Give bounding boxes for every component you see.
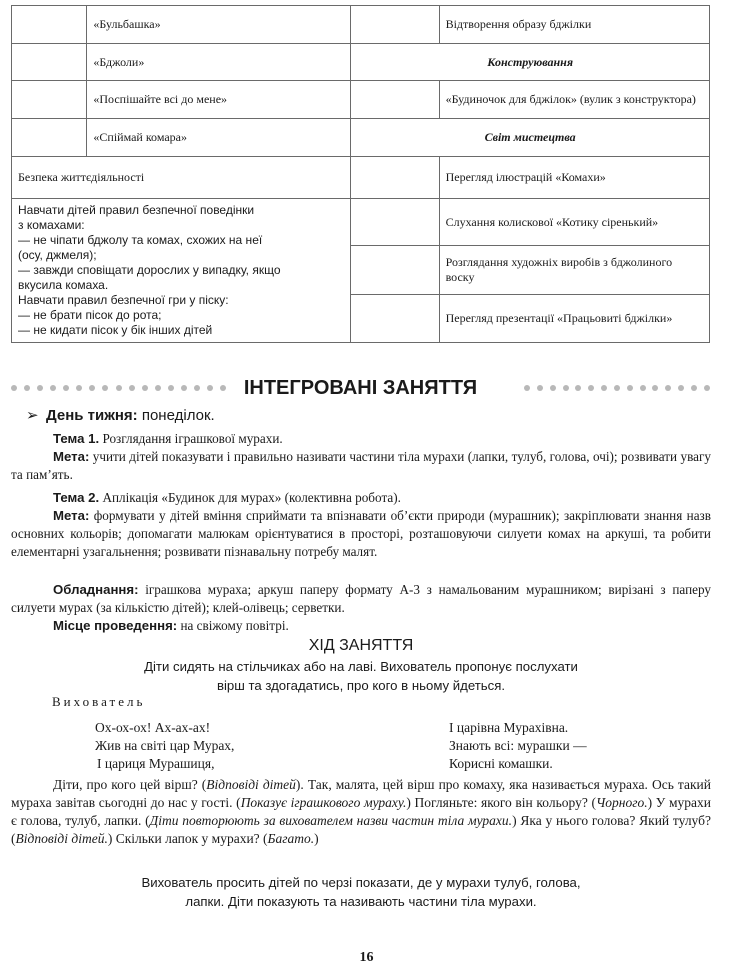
dialogue-note: Чорного.: [595, 795, 648, 810]
speaker-label: Вихователь: [52, 694, 146, 709]
poem-left: [95, 719, 234, 773]
game-cell: «Бульбашка»: [87, 6, 351, 44]
dialogue-note: Багато.: [267, 831, 315, 846]
safety-line: вкусила комаха.: [18, 278, 109, 292]
dialogue-note: Відповіді дітей.: [15, 831, 108, 846]
safety-line: — не кидати пісок у бік інших дітей: [18, 323, 213, 337]
section-title: ІНТЕГРОВАНІ ЗАНЯТТЯ: [243, 377, 478, 399]
place-text: на свіжому повітрі.: [180, 618, 289, 633]
game-cell: «Спіймай комара»: [87, 119, 351, 157]
topic-1: [11, 430, 711, 448]
poem-line: Ох-ох-ох! Ах-ах-ах!: [95, 720, 211, 735]
table-row: [12, 44, 710, 81]
table-row: [12, 199, 710, 246]
page-number: 16: [359, 950, 374, 965]
table-cell: [351, 199, 439, 246]
table-cell: [12, 6, 87, 44]
art-item-cell: Перегляд презентації «Працьовиті бджілки»: [439, 294, 709, 342]
activities-table: [11, 5, 710, 343]
activity-cell: Перегляд ілюстрацій «Комахи»: [439, 157, 709, 199]
table-cell: [12, 119, 87, 157]
dialogue-note: Відповіді дітей: [206, 777, 296, 792]
place: [11, 617, 711, 635]
safety-line: — завжди сповіщати дорослих у випадку, якщо: [18, 263, 281, 277]
table-cell: [12, 81, 87, 119]
arrow-bullet-icon: ➢: [26, 407, 39, 424]
safety-line: (осу, джмеля);: [18, 248, 97, 262]
topic-1-text: Розглядання іграшкової мурахи.: [102, 431, 283, 446]
lesson-title: ХІД ЗАНЯТТЯ: [308, 637, 414, 654]
safety-line: — не брати пісок до рота;: [18, 308, 162, 322]
poem-line: Знають всі: мурашки —: [449, 738, 587, 753]
topic-2-label: Тема 2.: [53, 490, 100, 505]
art-item-cell: Слухання колискової «Котику сіренький»: [439, 199, 709, 246]
closing-line: лапки. Діти показують та називають частини тіла мурахи.: [185, 894, 537, 909]
dialogue-paragraph: [11, 776, 711, 848]
dialogue-text: ): [314, 831, 319, 846]
poem-line: Жив на світі цар Мурах,: [95, 738, 235, 753]
safety-line: Навчати дітей правил безпечної поведінки: [18, 203, 255, 217]
dialogue-note: Показує іграшкового мураху.: [240, 795, 407, 810]
day-of-week: [26, 406, 215, 424]
goal-1-text: учити дітей показувати і правильно називати частини тіла мурахи (лапки, тулуб, голова, очі); розвивати увагу та пам’ять.: [11, 449, 711, 482]
equipment-label: Обладнання:: [53, 582, 139, 597]
table-cell: [351, 157, 439, 199]
game-cell: «Бджоли»: [87, 44, 351, 81]
goal-1-label: Мета:: [53, 449, 90, 464]
closing-line: Вихователь просить дітей по черзі показати, де у мурахи тулуб, голова,: [141, 875, 581, 890]
table-cell: [351, 6, 439, 44]
topic-2: [11, 489, 711, 507]
day-value: понеділок.: [141, 407, 215, 424]
dialogue-text: ) Яка у нього голова? Який тулуб? (: [11, 813, 711, 846]
equipment-text: іграшкова мураха; аркуш паперу формату А-3 з намальованим мурашником; вирізані з паперу силуети мурах (за кількістю дітей); клей-олівець; серветки.: [11, 582, 712, 615]
game-cell: «Поспішайте всі до мене»: [87, 81, 351, 119]
dotted-rule-right: [524, 385, 710, 391]
goal-2-label: Мета:: [53, 508, 90, 523]
safety-rules-cell: [12, 199, 351, 343]
poem-line: І царівна Мурахівна.: [449, 720, 569, 735]
table-cell: [351, 246, 439, 294]
dialogue-note: Діти повторюють за вихователем назви частин тіла мурахи.: [149, 813, 513, 828]
dialogue-text: Діти, про кого цей вірш? (: [53, 777, 207, 792]
topic-2-text: Аплікація «Будинок для мурах» (колективна робота).: [102, 490, 401, 505]
goal-2: [11, 507, 711, 561]
dialogue-text: ) У мурахи є голова, тулуб, лапки. (: [11, 795, 711, 828]
day-label: День тижня:: [46, 407, 138, 424]
dialogue-text: ) Погляньте: якого він кольору? (: [406, 795, 596, 810]
safety-heading-cell: Безпека життєдіяльності: [12, 157, 351, 199]
table-row: [12, 157, 710, 199]
table-cell: [12, 44, 87, 81]
table-cell: [351, 294, 439, 342]
intro-line: Діти сидять на стільчиках або на лаві. Вихователь пропонує послухати: [144, 659, 578, 674]
poem-line: І цариця Мурашиця,: [97, 756, 215, 771]
table-row: [12, 6, 710, 44]
section-heading-cell: Конструювання: [351, 44, 710, 81]
goal-1: [11, 448, 711, 484]
poem-right: [449, 719, 587, 773]
table-row: [12, 119, 710, 157]
topic-1-label: Тема 1.: [53, 431, 100, 446]
activity-cell: «Будиночок для бджілок» (вулик з конструктора): [439, 81, 709, 119]
equipment: [11, 581, 711, 617]
safety-line: Навчати правил безпечної гри у піску:: [18, 293, 229, 307]
table-cell: [351, 81, 439, 119]
section-header: [11, 376, 710, 400]
art-item-cell: Розглядання художніх виробів з бджолиного воску: [439, 246, 709, 294]
section-heading-cell: Світ мистецтва: [351, 119, 710, 157]
intro-line: вірш та здогадатись, про кого в ньому йдеться.: [216, 678, 506, 693]
place-label: Місце проведення:: [53, 618, 178, 633]
safety-line: — не чіпати бджолу та комах, схожих на неї: [18, 233, 263, 247]
dialogue-text: ) Скільки лапок у мурахи? (: [107, 831, 268, 846]
activity-cell: Відтворення образу бджілки: [439, 6, 709, 44]
dialogue-text: ). Так, малята, цей вірш про комаху, яка називається мураха. Ось такий мураха завітав сьогодні до нас у гості. (: [11, 777, 711, 810]
table-row: [12, 81, 710, 119]
goal-2-text: формувати у дітей вміння сприймати та впізнавати об’єкти природи (мурашник); закріплювати знання назв основних кольорів; допомагати малюкам орієнтуватися в просторі, розташовуючи силуети комах на аркуші, та робити елементарні узагальнення; розвивати пізнавальну потребу малят.: [11, 508, 711, 559]
poem-line: Корисні комашки.: [449, 756, 553, 771]
safety-line: з комахами:: [18, 218, 85, 232]
